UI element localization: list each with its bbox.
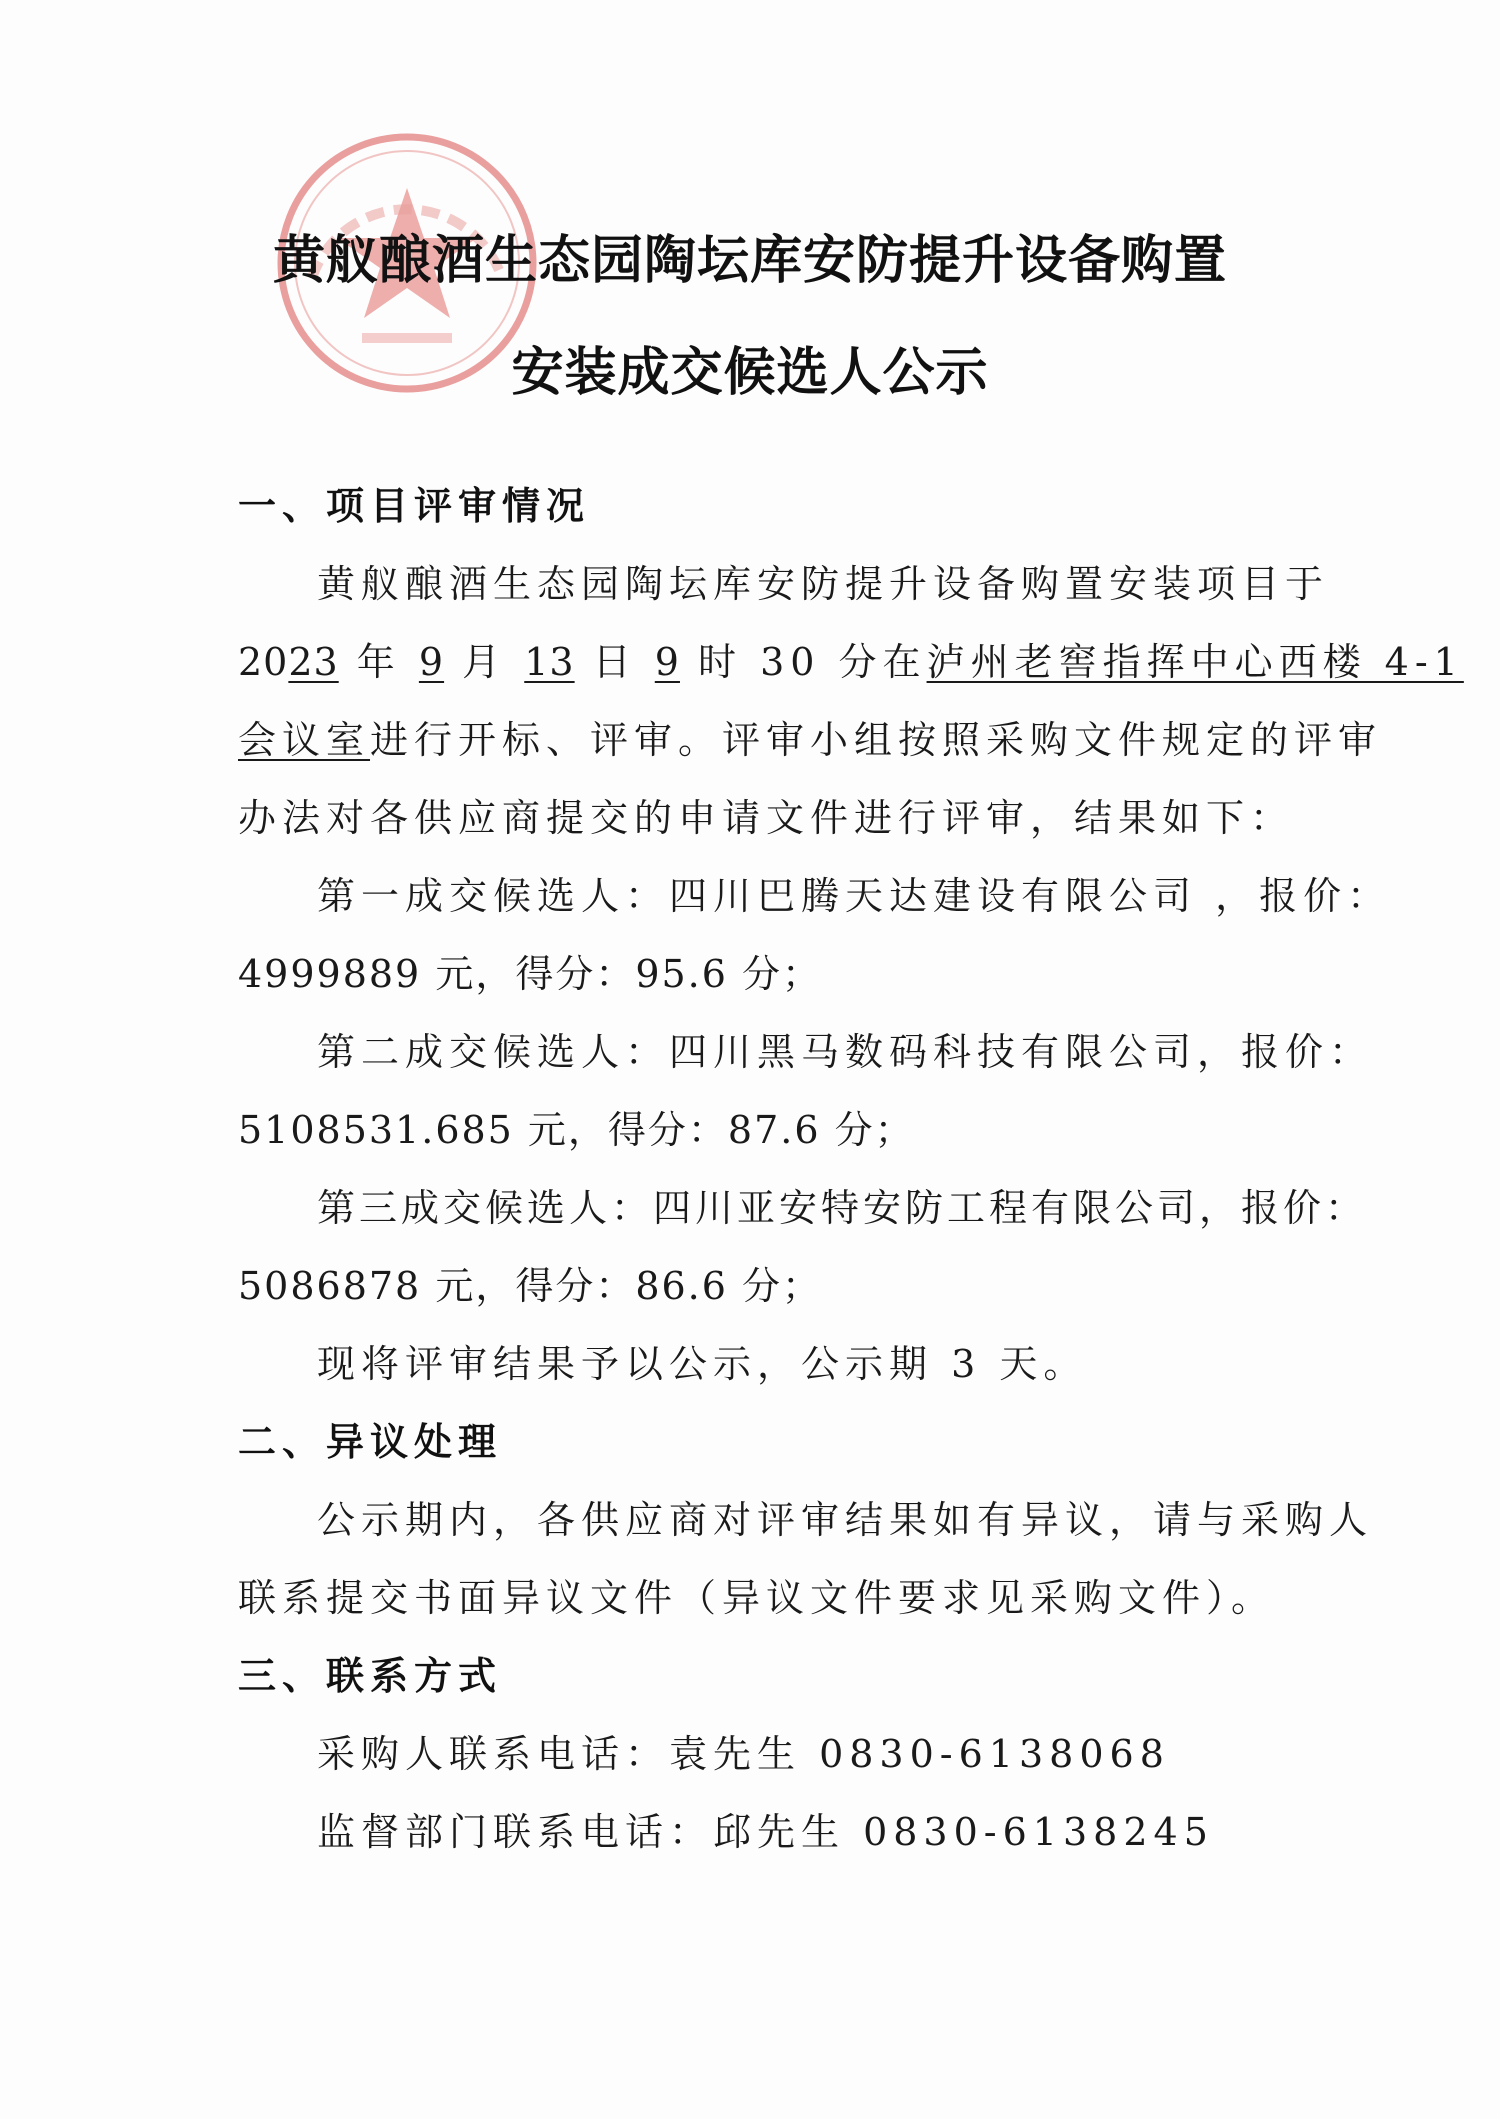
- document-title-line-1: 黄舣酿酒生态园陶坛库安防提升设备购置: [272, 230, 1227, 291]
- day-value: 13: [524, 640, 575, 684]
- paragraph-line: 办法对各供应商提交的申请文件进行评审，结果如下：: [238, 796, 1295, 840]
- text-year-unit: 年: [338, 640, 419, 684]
- section-heading-review: 一、项目评审情况: [238, 483, 591, 528]
- year-part-a: 20: [238, 640, 289, 684]
- section-heading-contact: 三、联系方式: [238, 1653, 503, 1698]
- paragraph-line-date-place: [238, 631, 1464, 686]
- candidate-2-line-1: 第二成交候选人：四川黑马数码科技有限公司，报价：: [317, 1030, 1374, 1074]
- buyer-contact: 采购人联系电话：袁先生 0830-6138068: [317, 1732, 1170, 1776]
- candidate-2-line-2: 5108531.685 元，得分：87.6 分；: [238, 1108, 915, 1152]
- text-time: 时 30 分在: [679, 640, 927, 684]
- paragraph-line: 黄舣酿酒生态园陶坛库安防提升设备购置安装项目于: [317, 562, 1330, 606]
- objection-line-1: 公示期内，各供应商对评审结果如有异议，请与采购人: [317, 1498, 1374, 1542]
- paragraph-line: [238, 709, 1382, 764]
- section-heading-objection: 二、异议处理: [238, 1419, 503, 1464]
- candidate-1-line-2: 4999889 元，得分：95.6 分；: [238, 952, 823, 996]
- candidate-3-line-2: 5086878 元，得分：86.6 分；: [238, 1264, 823, 1308]
- text-month-unit: 月: [444, 640, 525, 684]
- year-part-b: 23: [288, 640, 339, 684]
- text-day-unit: 日: [574, 640, 655, 684]
- paragraph-text: 进行开标、评审。评审小组按照采购文件规定的评审: [370, 718, 1383, 762]
- document-title-line-2: 安装成交候选人公示: [511, 342, 989, 403]
- notice-period-line: 现将评审结果予以公示，公示期 3 天。: [317, 1342, 1088, 1386]
- candidate-3-line-1: 第三成交候选人：四川亚安特安防工程有限公司，报价：: [317, 1186, 1368, 1230]
- candidate-1-line-1: 第一成交候选人：四川巴腾天达建设有限公司 ，报价：: [317, 874, 1392, 918]
- objection-line-2: 联系提交书面异议文件（异议文件要求见采购文件）。: [238, 1576, 1276, 1620]
- supervisor-contact: 监督部门联系电话：邱先生 0830-6138245: [317, 1810, 1214, 1854]
- meeting-place-end: 会议室: [238, 718, 371, 762]
- month-value: 9: [418, 640, 445, 684]
- meeting-place: 泸州老窖指挥中心西楼 4-1: [926, 640, 1464, 684]
- hour-value: 9: [654, 640, 680, 684]
